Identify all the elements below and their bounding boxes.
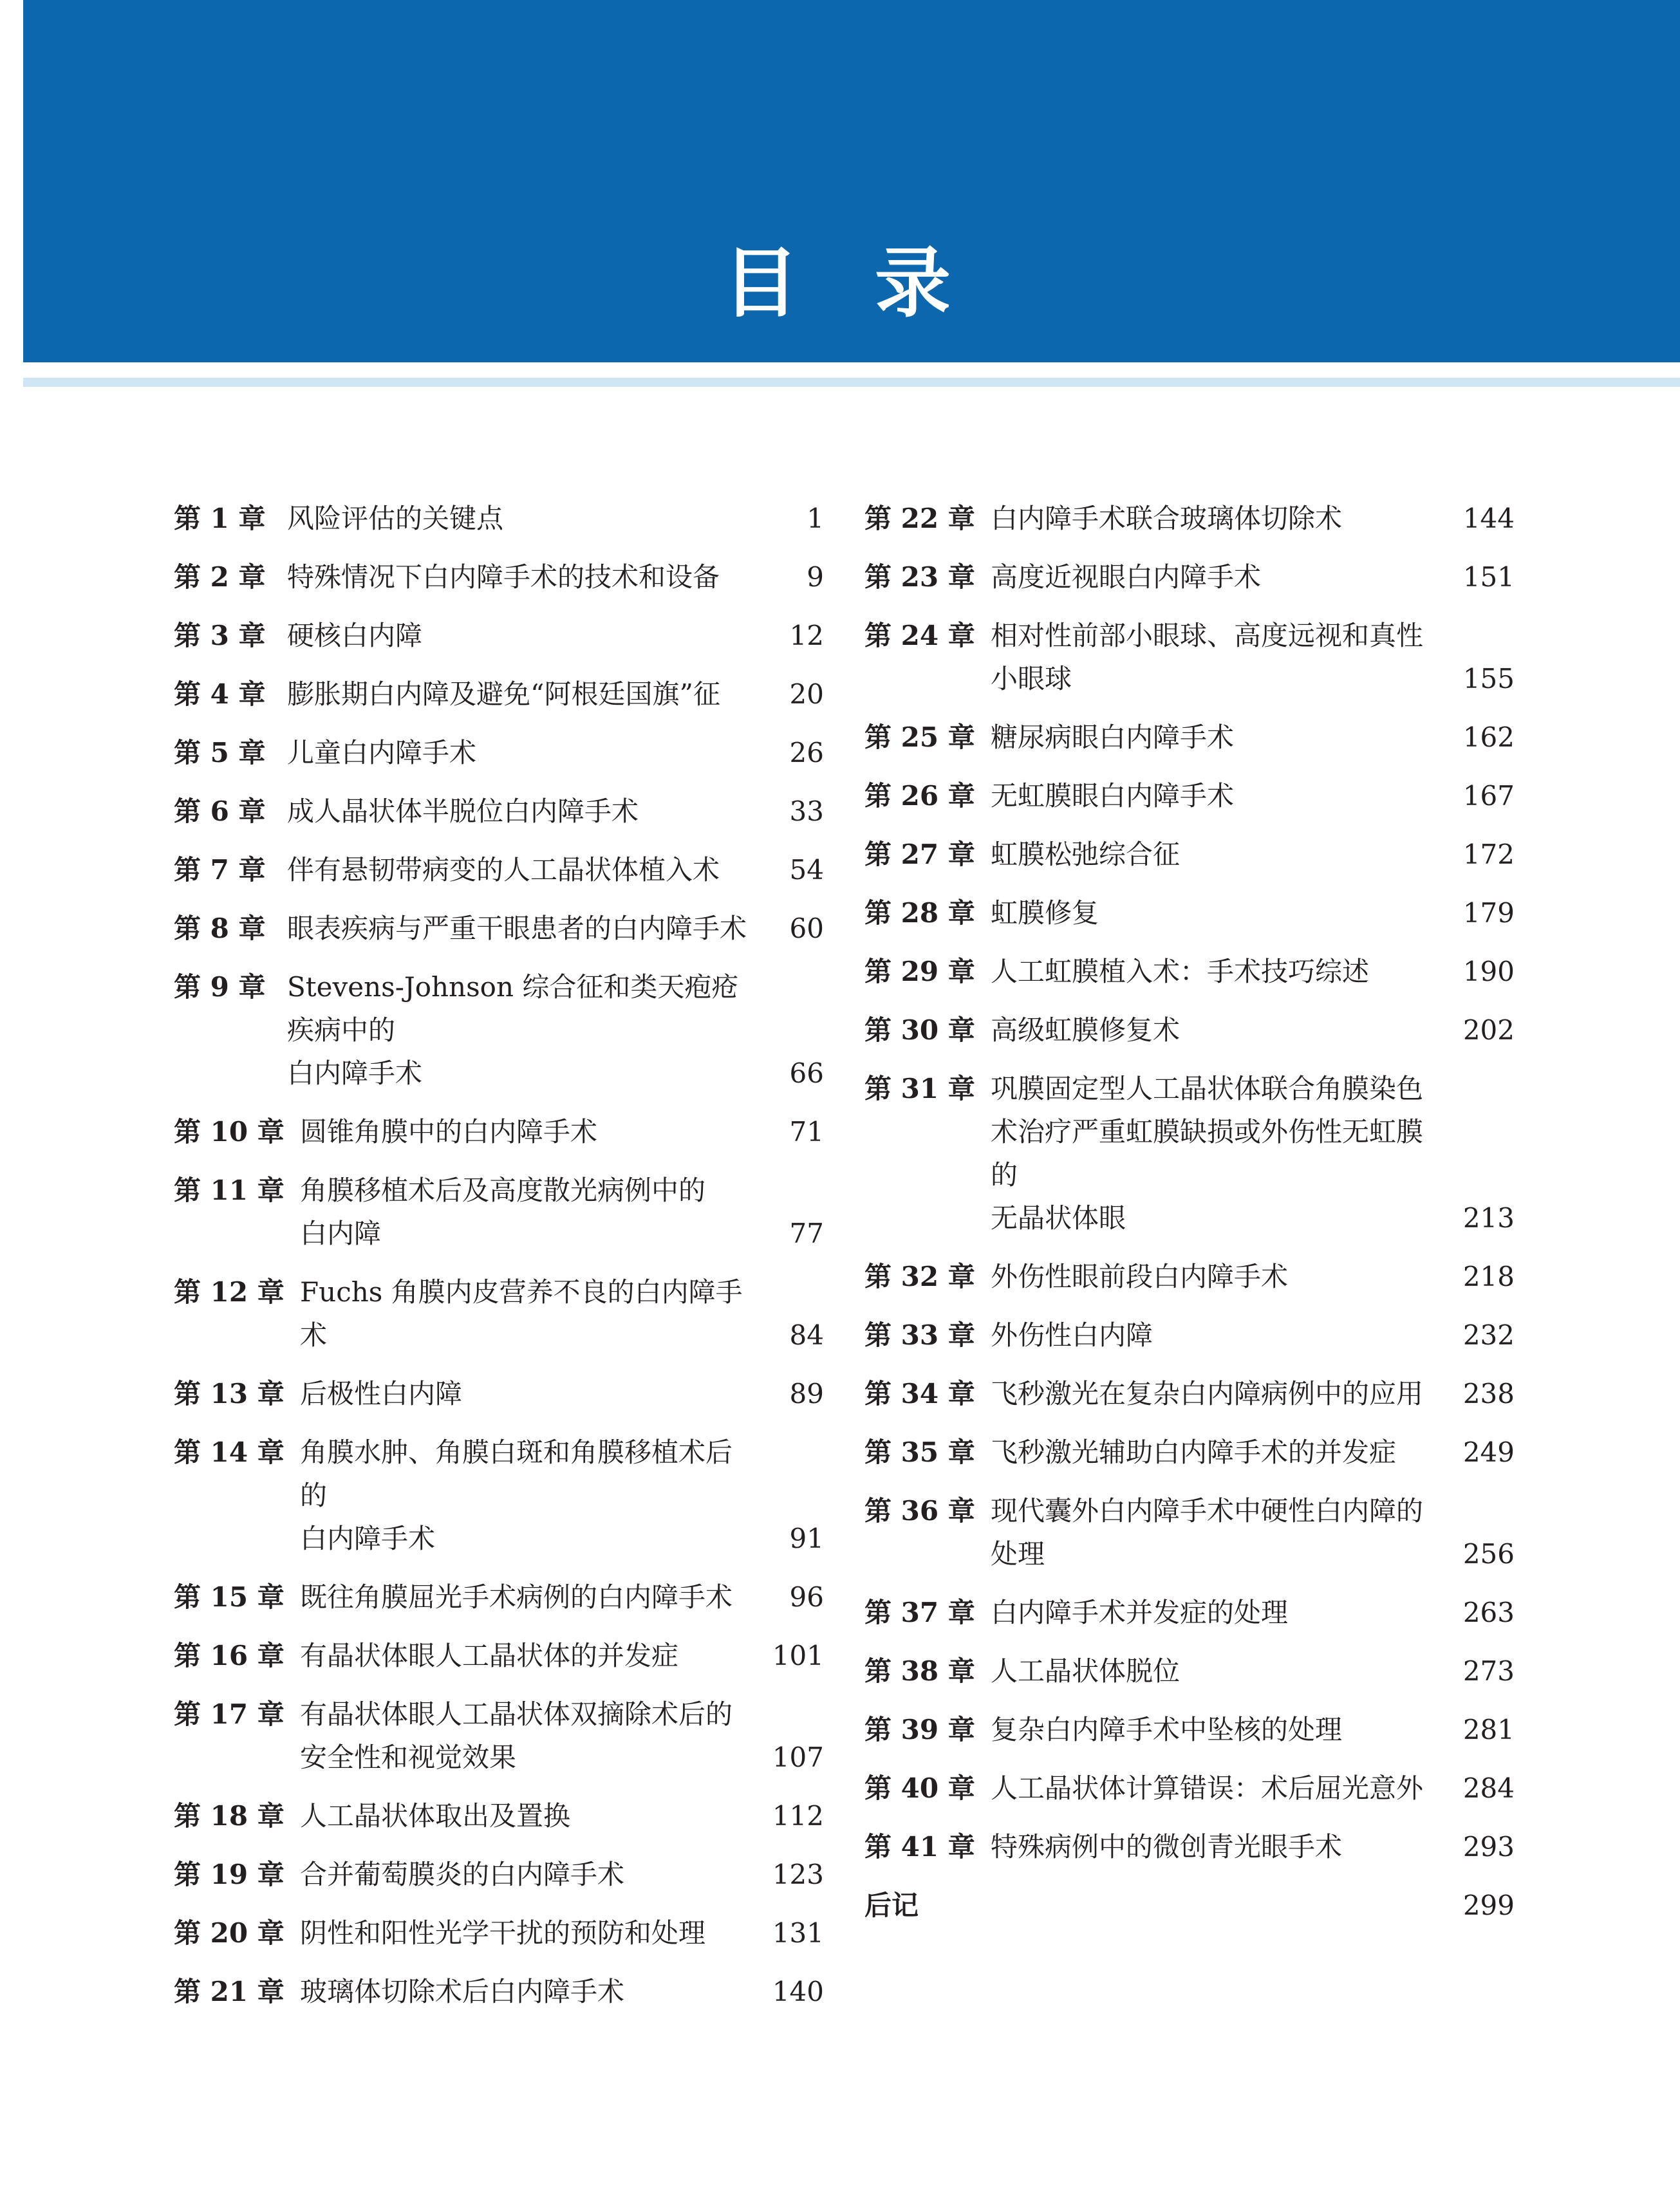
toc-entry[interactable] — [174, 1685, 824, 1787]
chapter-title: 儿童白内障手术 — [287, 737, 477, 768]
page-number: 172 — [1462, 839, 1515, 870]
page-number: 20 — [789, 678, 824, 710]
chapter-label: 第 31 章 — [864, 1073, 975, 1104]
page-number: 151 — [1462, 561, 1515, 593]
chapter-label: 第 12 章 — [174, 1276, 285, 1308]
page-number: 112 — [772, 1800, 824, 1832]
chapter-label: 第 27 章 — [864, 839, 975, 870]
chapter-title: Stevens-Johnson 综合征和类天疱疮疾病中的 白内障手术 — [287, 971, 739, 1089]
page-number: 238 — [1462, 1378, 1515, 1409]
chapter-title: 外伤性眼前段白内障手术 — [991, 1261, 1289, 1292]
chapter-title: 白内障手术并发症的处理 — [991, 1597, 1289, 1628]
page-number: 218 — [1462, 1261, 1515, 1292]
toc-entry[interactable] — [864, 489, 1515, 548]
chapter-title: 成人晶状体半脱位白内障手术 — [287, 795, 639, 827]
page-number: 140 — [772, 1976, 824, 2007]
toc-entry[interactable] — [864, 825, 1515, 884]
chapter-title: 合并葡萄膜炎的白内障手术 — [300, 1859, 625, 1890]
chapter-title: 膨胀期白内障及避免“阿根廷国旗”征 — [287, 678, 720, 710]
afterword-label: 后记 — [864, 1890, 919, 1921]
chapter-label: 第 25 章 — [864, 721, 975, 753]
chapter-label: 第 18 章 — [174, 1800, 285, 1832]
chapter-label: 第 22 章 — [864, 503, 975, 534]
toc-entry[interactable] — [174, 1626, 824, 1685]
toc-entry[interactable] — [864, 767, 1515, 825]
page-number: 213 — [1462, 1202, 1515, 1234]
chapter-title: 阴性和阳性光学干扰的预防和处理 — [300, 1917, 706, 1949]
page-number: 131 — [772, 1917, 824, 1949]
toc-entry[interactable] — [174, 1962, 824, 2021]
toc-entry[interactable] — [864, 1364, 1515, 1423]
page-number: 299 — [1462, 1890, 1515, 1921]
toc-entry[interactable] — [864, 1583, 1515, 1642]
chapter-title: 无虹膜眼白内障手术 — [991, 780, 1235, 812]
toc-entry[interactable] — [864, 1817, 1515, 1876]
chapter-label: 第 17 章 — [174, 1698, 285, 1730]
chapter-label: 第 34 章 — [864, 1378, 975, 1409]
chapter-title: 虹膜松弛综合征 — [991, 839, 1181, 870]
toc-entry-afterword[interactable] — [864, 1876, 1515, 1935]
toc-entry[interactable] — [174, 489, 824, 548]
chapter-title: 既往角膜屈光手术病例的白内障手术 — [300, 1581, 733, 1613]
chapter-label: 第 15 章 — [174, 1581, 285, 1613]
page-number: 33 — [789, 795, 824, 827]
chapter-label: 第 40 章 — [864, 1772, 975, 1804]
toc-column-left — [174, 489, 824, 2021]
chapter-label: 第 29 章 — [864, 956, 975, 987]
page-number: 284 — [1462, 1772, 1515, 1804]
chapter-label: 第 3 章 — [174, 620, 266, 651]
chapter-title: 后极性白内障 — [300, 1378, 463, 1409]
chapter-title: 白内障手术联合玻璃体切除术 — [991, 503, 1343, 534]
toc-entry[interactable] — [864, 884, 1515, 942]
page-number: 256 — [1462, 1538, 1515, 1570]
chapter-title: 复杂白内障手术中坠核的处理 — [991, 1714, 1343, 1745]
chapter-label: 第 32 章 — [864, 1261, 975, 1292]
toc-entry[interactable] — [864, 1001, 1515, 1059]
toc-entry[interactable] — [864, 1247, 1515, 1306]
chapter-title: 玻璃体切除术后白内障手术 — [300, 1976, 625, 2007]
page-number: 66 — [789, 1057, 824, 1089]
chapter-title: 眼表疾病与严重干眼患者的白内障手术 — [287, 913, 747, 944]
toc-entry[interactable] — [174, 1787, 824, 1845]
toc-entry[interactable] — [864, 1306, 1515, 1364]
chapter-label: 第 37 章 — [864, 1597, 975, 1628]
page-number: 167 — [1462, 780, 1515, 812]
chapter-title: 有晶状体眼人工晶状体双摘除术后的 安全性和视觉效果 — [300, 1698, 733, 1773]
chapter-title: 风险评估的关键点 — [287, 503, 504, 534]
chapter-label: 第 36 章 — [864, 1495, 975, 1527]
page-number: 54 — [789, 854, 824, 886]
chapter-label: 第 20 章 — [174, 1917, 285, 1949]
chapter-label: 第 38 章 — [864, 1655, 975, 1687]
chapter-title: 人工虹膜植入术：手术技巧综述 — [991, 956, 1370, 987]
chapter-label: 第 26 章 — [864, 780, 975, 812]
page-number: 84 — [789, 1319, 824, 1351]
chapter-title: 人工晶状体取出及置换 — [300, 1800, 571, 1832]
toc-entry[interactable] — [864, 1423, 1515, 1482]
toc-entry[interactable] — [174, 782, 824, 841]
toc-entry[interactable] — [174, 1161, 824, 1263]
chapter-title: 外伤性白内障 — [991, 1319, 1153, 1351]
chapter-title: 角膜水肿、角膜白斑和角膜移植术后的 白内障手术 — [300, 1436, 733, 1554]
toc-entry[interactable] — [174, 723, 824, 782]
toc-entry[interactable] — [864, 1059, 1515, 1247]
chapter-label: 第 13 章 — [174, 1378, 285, 1409]
chapter-title: 飞秒激光在复杂白内障病例中的应用 — [991, 1378, 1424, 1409]
toc-entry[interactable] — [174, 899, 824, 958]
chapter-title: 飞秒激光辅助白内障手术的并发症 — [991, 1436, 1397, 1468]
chapter-title: 高级虹膜修复术 — [991, 1014, 1181, 1046]
page-number: 249 — [1462, 1436, 1515, 1468]
chapter-label: 第 14 章 — [174, 1436, 285, 1468]
chapter-label: 第 8 章 — [174, 913, 266, 944]
chapter-title: 虹膜修复 — [991, 897, 1099, 929]
chapter-title: 相对性前部小眼球、高度远视和真性 小眼球 — [991, 620, 1424, 694]
chapter-title: 特殊情况下白内障手术的技术和设备 — [287, 561, 720, 593]
chapter-label: 第 33 章 — [864, 1319, 975, 1351]
toc-entry[interactable] — [174, 1423, 824, 1568]
toc-entry[interactable] — [864, 942, 1515, 1001]
page-number: 12 — [789, 620, 824, 651]
page-number: 273 — [1462, 1655, 1515, 1687]
chapter-label: 第 28 章 — [864, 897, 975, 929]
chapter-label: 第 6 章 — [174, 795, 266, 827]
chapter-label: 第 5 章 — [174, 737, 266, 768]
chapter-label: 第 9 章 — [174, 971, 266, 1003]
chapter-title: 硬核白内障 — [287, 620, 423, 651]
page-number: 9 — [807, 561, 824, 593]
chapter-label: 第 4 章 — [174, 678, 266, 710]
chapter-label: 第 1 章 — [174, 503, 266, 534]
chapter-label: 第 2 章 — [174, 561, 266, 593]
toc-entry[interactable] — [174, 665, 824, 723]
page-number: 179 — [1462, 897, 1515, 929]
chapter-title: Fuchs 角膜内皮营养不良的白内障手术 — [300, 1276, 743, 1351]
page-number: 91 — [789, 1523, 824, 1554]
page-number: 96 — [789, 1581, 824, 1613]
chapter-label: 第 19 章 — [174, 1859, 285, 1890]
chapter-label: 第 16 章 — [174, 1640, 285, 1671]
page-number: 101 — [772, 1640, 824, 1671]
chapter-title: 人工晶状体脱位 — [991, 1655, 1181, 1687]
toc-column-right — [864, 489, 1515, 1935]
chapter-title: 巩膜固定型人工晶状体联合角膜染色 术治疗严重虹膜缺损或外伤性无虹膜的 无晶状体眼 — [991, 1073, 1424, 1234]
chapter-title: 角膜移植术后及高度散光病例中的 白内障 — [300, 1175, 706, 1249]
page-number: 123 — [772, 1859, 824, 1890]
page-number: 144 — [1462, 503, 1515, 534]
chapter-label: 第 41 章 — [864, 1831, 975, 1863]
toc-entry[interactable] — [174, 1263, 824, 1364]
page-number: 89 — [789, 1378, 824, 1409]
toc-entry[interactable] — [864, 1759, 1515, 1817]
toc-entry[interactable] — [174, 841, 824, 899]
page-number: 1 — [807, 503, 824, 534]
chapter-title: 圆锥角膜中的白内障手术 — [300, 1116, 598, 1148]
page-number: 71 — [789, 1116, 824, 1148]
chapter-label: 第 35 章 — [864, 1436, 975, 1468]
chapter-label: 第 24 章 — [864, 620, 975, 651]
chapter-label: 第 23 章 — [864, 561, 975, 593]
chapter-label: 第 7 章 — [174, 854, 266, 886]
chapter-label: 第 10 章 — [174, 1116, 285, 1148]
toc-entry[interactable] — [174, 1364, 824, 1423]
chapter-title: 现代囊外白内障手术中硬性白内障的 处理 — [991, 1495, 1424, 1570]
page-number: 26 — [789, 737, 824, 768]
chapter-title: 伴有悬韧带病变的人工晶状体植入术 — [287, 854, 720, 886]
header-stripe — [23, 378, 1680, 387]
page-title: 目 录 — [722, 239, 951, 328]
page-number: 263 — [1462, 1597, 1515, 1628]
toc-entry[interactable] — [864, 708, 1515, 767]
chapter-label: 第 21 章 — [174, 1976, 285, 2007]
toc-entry[interactable] — [174, 1904, 824, 1962]
toc-entry[interactable] — [864, 606, 1515, 708]
toc-entry[interactable] — [174, 548, 824, 606]
toc-entry[interactable] — [864, 1642, 1515, 1700]
page-number: 162 — [1462, 721, 1515, 753]
toc-entry[interactable] — [174, 958, 824, 1102]
chapter-title: 糖尿病眼白内障手术 — [991, 721, 1235, 753]
page-number: 107 — [772, 1742, 824, 1773]
page-number: 281 — [1462, 1714, 1515, 1745]
chapter-label: 第 30 章 — [864, 1014, 975, 1046]
toc-entry[interactable] — [864, 1482, 1515, 1583]
chapter-title: 人工晶状体计算错误：术后屈光意外 — [991, 1772, 1424, 1804]
toc-entry[interactable] — [174, 1845, 824, 1904]
toc-entry[interactable] — [174, 606, 824, 665]
page-number: 293 — [1462, 1831, 1515, 1863]
page-number: 77 — [789, 1218, 824, 1249]
page-number: 202 — [1462, 1014, 1515, 1046]
chapter-title: 有晶状体眼人工晶状体的并发症 — [300, 1640, 679, 1671]
page-number: 190 — [1462, 956, 1515, 987]
toc-entry[interactable] — [864, 1700, 1515, 1759]
toc-entry[interactable] — [174, 1102, 824, 1161]
toc-entry[interactable] — [174, 1568, 824, 1626]
page-number: 60 — [789, 913, 824, 944]
toc-entry[interactable] — [864, 548, 1515, 606]
page-number: 232 — [1462, 1319, 1515, 1351]
chapter-title: 特殊病例中的微创青光眼手术 — [991, 1831, 1343, 1863]
chapter-label: 第 39 章 — [864, 1714, 975, 1745]
chapter-title: 高度近视眼白内障手术 — [991, 561, 1262, 593]
chapter-label: 第 11 章 — [174, 1175, 285, 1206]
page-number: 155 — [1462, 663, 1515, 694]
